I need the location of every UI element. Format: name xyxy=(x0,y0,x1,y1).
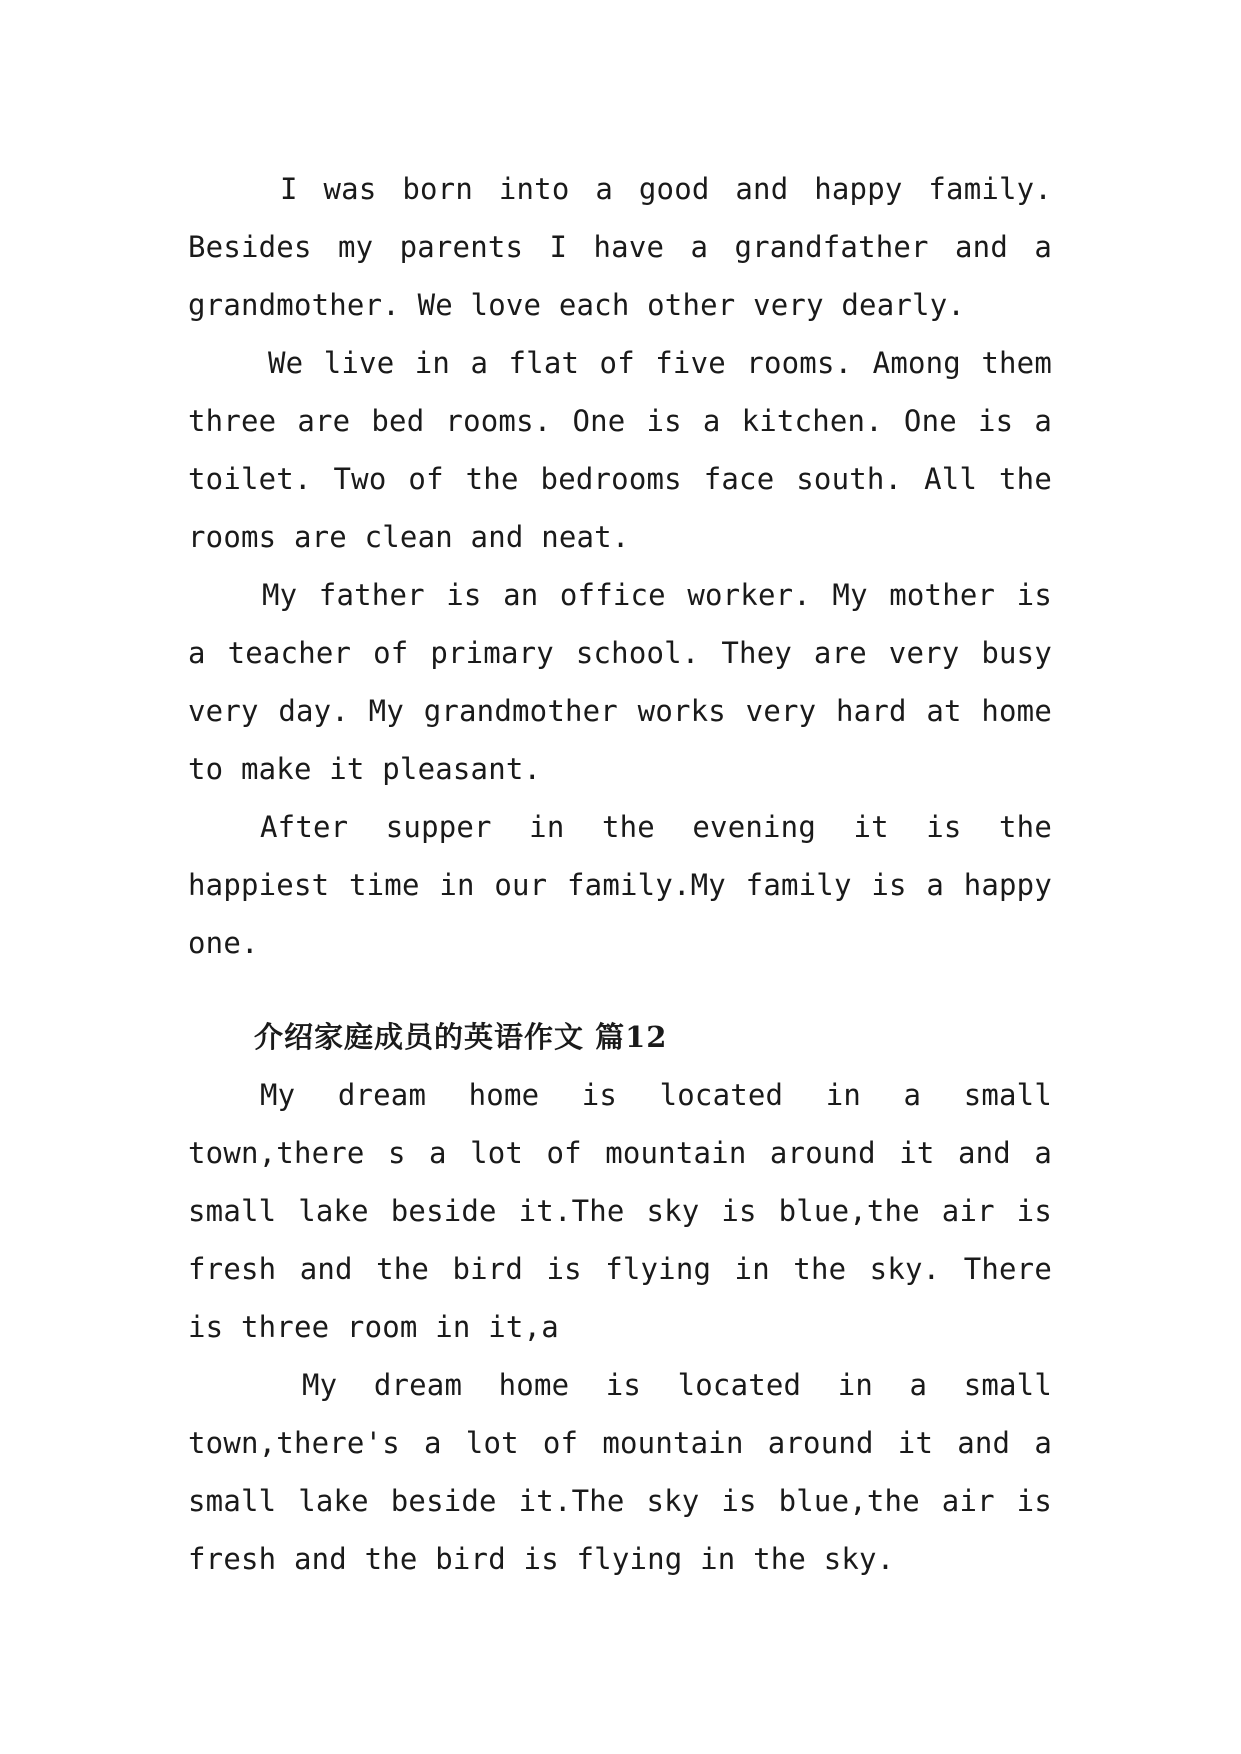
section-title: 介绍家庭成员的英语作文 篇12 xyxy=(254,1020,668,1054)
paragraph-evening-time: After supper in the evening it is the happiest time in our family.My family is a happy one. xyxy=(188,810,1052,960)
paragraph-dream-home-summary: My dream home is located in a small town,there s a lot of mountain around it and a small lake beside it.The sky is blue,the air is fresh and the bird is flying in the sky. There is three room in it,a xyxy=(188,1078,1052,1344)
paragraph-dream-home-body: My dream home is located in a small town,there's a lot of mountain around it and a small lake beside it.The sky is blue,the air is fresh and the bird is flying in the sky. xyxy=(188,1368,1052,1576)
paragraph-family-intro: I was born into a good and happy family. Besides my parents I have a grandfather and a grandmother. We love each other very dearly. xyxy=(188,172,1052,322)
document-page xyxy=(188,160,1052,1588)
paragraph-parents-work: My father is an office worker. My mother is a teacher of primary school. They are very busy very day. My grandmother works very hard at home to make it pleasant. xyxy=(188,578,1052,786)
paragraph-flat-rooms: We live in a flat of five rooms. Among them three are bed rooms. One is a kitchen. One is a toilet. Two of the bedrooms face south. All the rooms are clean and neat. xyxy=(188,346,1052,554)
section-spacer xyxy=(188,972,1052,1008)
